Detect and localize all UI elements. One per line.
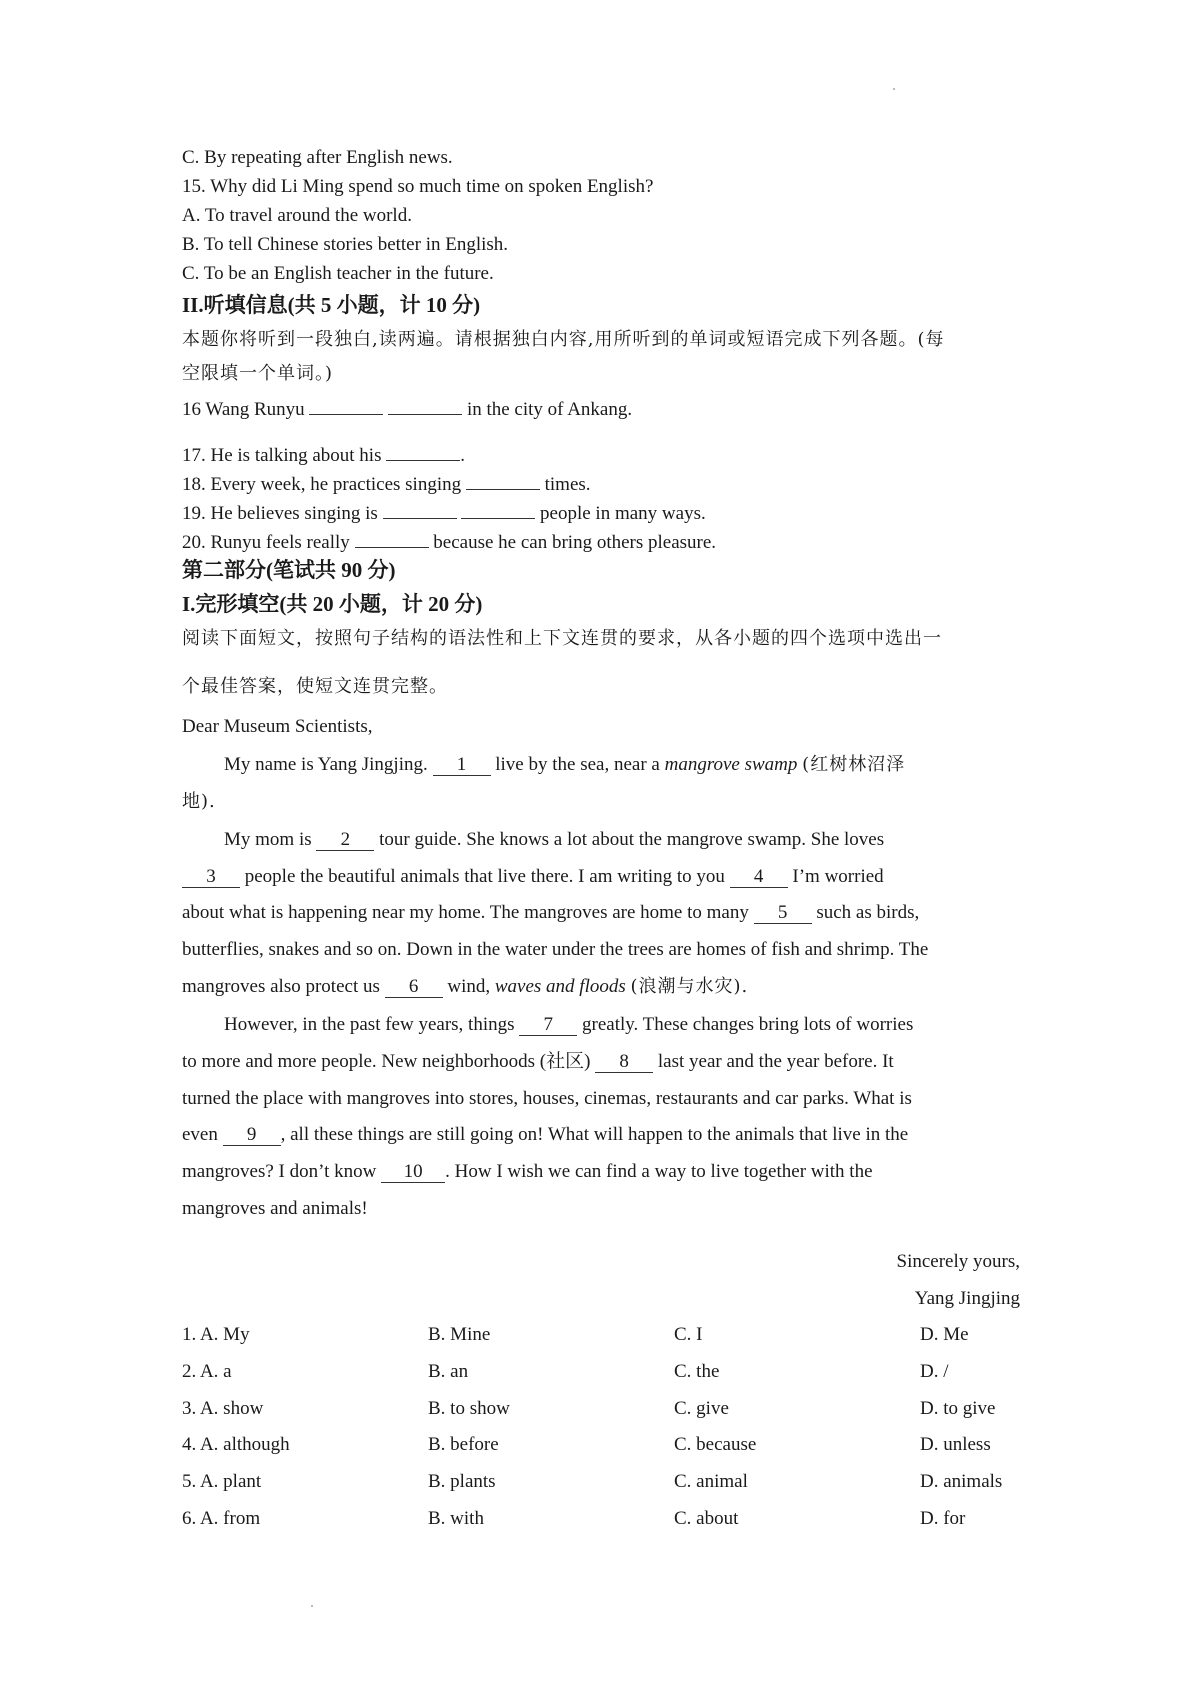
- letter-line: [224, 1013, 913, 1037]
- letter-line: 地).: [182, 791, 216, 812]
- choice-option[interactable]: D. for: [920, 1508, 966, 1529]
- text: My mom is: [224, 829, 312, 850]
- choice-option[interactable]: 2. A. a: [182, 1361, 232, 1382]
- answer-blank[interactable]: [383, 498, 457, 519]
- answer-blank[interactable]: [388, 394, 462, 415]
- cloze-blank-6[interactable]: 6: [385, 977, 443, 998]
- cloze-blank-9[interactable]: 9: [223, 1125, 281, 1146]
- letter-line: [182, 1123, 908, 1147]
- text: greatly. These changes bring lots of worries: [582, 1014, 914, 1035]
- item-text: because he can bring others pleasure.: [433, 532, 717, 553]
- choice-option[interactable]: C. the: [674, 1361, 720, 1382]
- instruction-line: 个最佳答案，使短文连贯完整。: [182, 676, 448, 697]
- text: (红树林沼泽: [802, 754, 906, 775]
- choice-option[interactable]: 1. A. My: [182, 1324, 250, 1345]
- q15-option-a: A. To travel around the world.: [182, 205, 412, 226]
- letter-line: mangroves and animals!: [182, 1198, 368, 1219]
- choice-option[interactable]: C. about: [674, 1508, 739, 1529]
- cloze-blank-3[interactable]: 3: [182, 867, 240, 888]
- choice-option[interactable]: D. /: [920, 1361, 949, 1382]
- text: wind,: [447, 976, 491, 997]
- letter-line: [182, 1050, 894, 1074]
- letter-line: [182, 901, 919, 925]
- choice-option[interactable]: D. Me: [920, 1324, 969, 1345]
- text: mangroves? I don’t know: [182, 1161, 377, 1182]
- answer-blank[interactable]: [355, 527, 429, 548]
- text: even: [182, 1124, 218, 1145]
- fill-item-19: [182, 498, 706, 526]
- fill-item-17: [182, 440, 465, 468]
- cloze-blank-7[interactable]: 7: [519, 1015, 577, 1036]
- choice-option[interactable]: D. to give: [920, 1398, 996, 1419]
- choice-option[interactable]: D. animals: [920, 1471, 1003, 1492]
- text: about what is happening near my home. The mangroves are home to many: [182, 902, 749, 923]
- italic-term: mangrove swamp: [664, 754, 798, 775]
- letter-greeting: Dear Museum Scientists,: [182, 716, 373, 737]
- q14-option-c: C. By repeating after English news.: [182, 147, 453, 168]
- choice-row-5: [182, 1470, 1042, 1494]
- text: to more and more people. New neighborhoods (社区): [182, 1051, 591, 1072]
- text: My name is Yang Jingjing.: [224, 754, 428, 775]
- choice-option[interactable]: C. animal: [674, 1471, 748, 1492]
- cloze-blank-4[interactable]: 4: [730, 867, 788, 888]
- cloze-blank-1[interactable]: 1: [433, 755, 491, 776]
- item-text: people in many ways.: [540, 503, 706, 524]
- choice-option[interactable]: B. before: [428, 1434, 499, 1455]
- item-text: 18. Every week, he practices singing: [182, 474, 462, 495]
- item-text: 17. He is talking about his: [182, 445, 382, 466]
- choice-row-2: [182, 1360, 1042, 1384]
- letter-line: [182, 1160, 873, 1184]
- item-text: 20. Runyu feels really: [182, 532, 350, 553]
- letter-closing: Sincerely yours,: [896, 1251, 1020, 1272]
- cloze-blank-2[interactable]: 2: [316, 830, 374, 851]
- choice-option[interactable]: B. with: [428, 1508, 484, 1529]
- letter-line: turned the place with mangroves into stores, houses, cinemas, restaurants and car parks. What is: [182, 1088, 912, 1109]
- section-heading-listening-fill: II.听填信息(共 5 小题，计 10 分): [182, 293, 481, 317]
- letter-signature: Yang Jingjing: [914, 1288, 1020, 1309]
- answer-blank[interactable]: [461, 498, 535, 519]
- choice-option[interactable]: C. because: [674, 1434, 757, 1455]
- text: However, in the past few years, things: [224, 1014, 515, 1035]
- text: mangroves also protect us: [182, 976, 380, 997]
- letter-line: [182, 865, 884, 889]
- text: tour guide. She knows a lot about the mangrove swamp. She loves: [379, 829, 885, 850]
- choice-option[interactable]: B. to show: [428, 1398, 510, 1419]
- answer-blank[interactable]: [386, 440, 460, 461]
- text: last year and the year before. It: [657, 1051, 894, 1072]
- part-heading-written: 第二部分(笔试共 90 分): [182, 558, 396, 582]
- choice-option[interactable]: 3. A. show: [182, 1398, 264, 1419]
- letter-line: butterflies, snakes and so on. Down in the water under the trees are homes of fish and shrimp. The: [182, 939, 929, 960]
- instruction-line: 本题你将听到一段独白,读两遍。请根据独白内容,用所听到的单词或短语完成下列各题。(每: [182, 329, 945, 350]
- cloze-blank-8[interactable]: 8: [595, 1052, 653, 1073]
- italic-term: waves and floods: [494, 976, 626, 997]
- choice-row-1: [182, 1323, 1042, 1347]
- choice-option[interactable]: D. unless: [920, 1434, 991, 1455]
- item-text: times.: [544, 474, 591, 495]
- q15-option-b: B. To tell Chinese stories better in English.: [182, 234, 509, 255]
- choice-option[interactable]: C. I: [674, 1324, 703, 1345]
- answer-blank[interactable]: [309, 394, 383, 415]
- fill-item-20: [182, 527, 716, 555]
- section-heading-cloze: I.完形填空(共 20 小题，计 20 分): [182, 592, 483, 616]
- choice-option[interactable]: 6. A. from: [182, 1508, 261, 1529]
- text: (浪潮与水灾).: [630, 976, 749, 997]
- choice-row-3: [182, 1397, 1042, 1421]
- text: people the beautiful animals that live there. I am writing to you: [244, 866, 725, 887]
- scan-speck: [893, 88, 895, 90]
- item-text: in the city of Ankang.: [466, 399, 633, 420]
- choice-row-6: [182, 1507, 1042, 1531]
- letter-line: [224, 828, 884, 852]
- item-text: 19. He believes singing is: [182, 503, 378, 524]
- text: , all these things are still going on! What will happen to the animals that live in the: [280, 1124, 909, 1145]
- fill-item-16: [182, 394, 632, 422]
- cloze-blank-5[interactable]: 5: [754, 903, 812, 924]
- text: such as birds,: [816, 902, 920, 923]
- text: live by the sea, near a: [495, 754, 660, 775]
- item-text: 16 Wang Runyu: [182, 399, 305, 420]
- choice-option[interactable]: 4. A. although: [182, 1434, 290, 1455]
- choice-option[interactable]: C. give: [674, 1398, 729, 1419]
- scan-speck: [311, 1605, 313, 1607]
- choice-option[interactable]: B. plants: [428, 1471, 496, 1492]
- choice-option[interactable]: B. an: [428, 1361, 469, 1382]
- text: I’m worried: [792, 866, 884, 887]
- choice-option[interactable]: B. Mine: [428, 1324, 491, 1345]
- instruction-line: 空限填一个单词。): [182, 363, 334, 384]
- fill-item-18: [182, 469, 591, 497]
- letter-line: [224, 753, 905, 777]
- item-text: .: [460, 445, 465, 466]
- text: . How I wish we can find a way to live together with the: [445, 1161, 873, 1182]
- choice-option[interactable]: 5. A. plant: [182, 1471, 262, 1492]
- answer-blank[interactable]: [466, 469, 540, 490]
- q15-option-c: C. To be an English teacher in the future.: [182, 263, 494, 284]
- letter-line: [182, 975, 748, 999]
- cloze-blank-10[interactable]: 10: [381, 1162, 445, 1183]
- instruction-line: 阅读下面短文，按照句子结构的语法性和上下文连贯的要求，从各小题的四个选项中选出一: [182, 628, 942, 649]
- choice-row-4: [182, 1433, 1042, 1457]
- q15-question: 15. Why did Li Ming spend so much time on spoken English?: [182, 176, 654, 197]
